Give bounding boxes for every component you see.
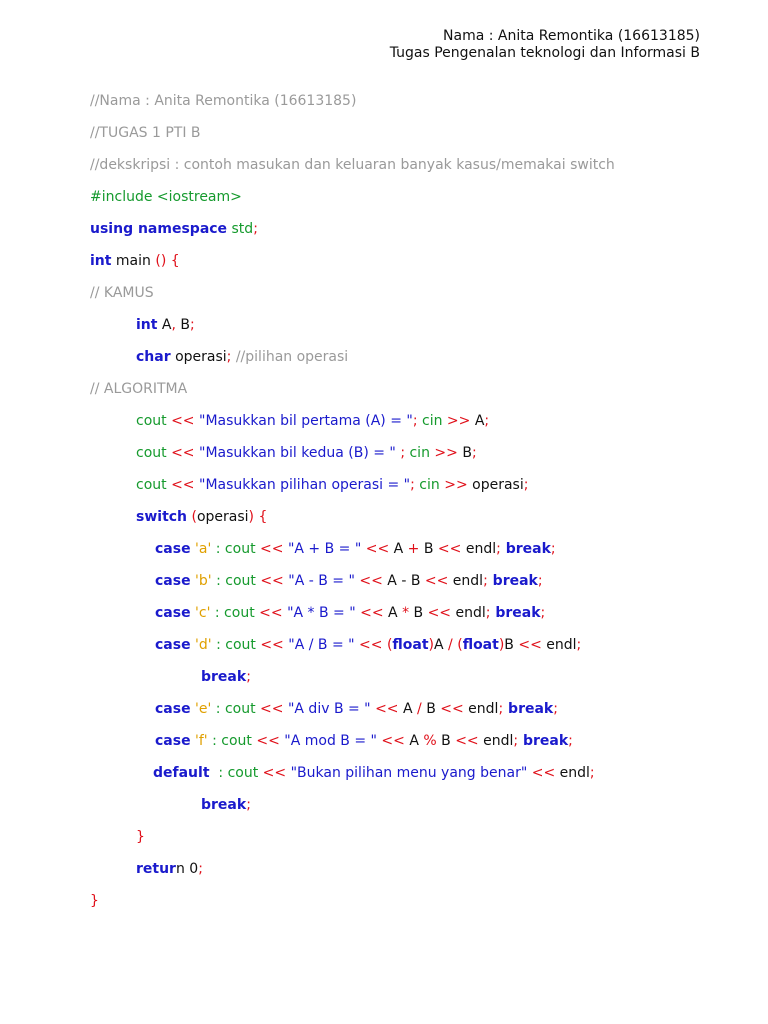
semicolon: ; (550, 541, 556, 557)
keyword: case (155, 605, 191, 621)
identifier: A (474, 413, 485, 429)
stream-op: << (354, 637, 387, 653)
code-line-22 (90, 762, 730, 794)
semicolon: ; (198, 861, 203, 877)
string-literal: "Masukkan pilihan operasi = " (199, 477, 411, 493)
comment: //TUGAS 1 PTI B (90, 125, 201, 141)
endl: endl (541, 637, 577, 653)
identifier: B (462, 445, 472, 461)
string-literal: "A mod B = " (284, 733, 377, 749)
return-value: n 0 (175, 861, 199, 877)
open-brace: { (166, 253, 180, 269)
cin: cin (414, 477, 440, 493)
endl: endl (448, 573, 484, 589)
close-brace: } (90, 893, 99, 909)
stream-op: << (255, 637, 289, 653)
semicolon: ; (568, 733, 573, 749)
char-literal: 'e' (190, 701, 212, 717)
preprocessor: #include <iostream> (90, 189, 242, 205)
stream-op: << (518, 637, 542, 653)
semicolon: ; (246, 797, 251, 813)
stream-op: << (361, 541, 394, 557)
stream-op: << (255, 701, 288, 717)
cout: : cout (209, 765, 259, 781)
code-line-18 (90, 634, 730, 666)
comment: // ALGORITMA (90, 381, 188, 397)
stream-op: << (376, 733, 410, 749)
string-literal: "A div B = " (287, 701, 371, 717)
code-line-19 (90, 666, 730, 698)
stream-op: << (455, 733, 479, 749)
char-literal: 'f' (190, 733, 208, 749)
semicolon: ; (540, 605, 546, 621)
identifier: A (403, 701, 418, 717)
code-line-16 (90, 570, 730, 602)
char-literal: 'a' (190, 541, 212, 557)
arith-op: - (401, 573, 407, 589)
code-line-1 (90, 90, 730, 122)
identifier: B (504, 637, 519, 653)
endl: endl (461, 541, 497, 557)
code-line-10 (90, 378, 730, 410)
keyword: break (490, 605, 541, 621)
code-line-24 (90, 826, 730, 858)
close-paren: ) (498, 637, 505, 653)
code-line-11 (90, 410, 730, 442)
cout: : cout (211, 637, 256, 653)
identifier: A (409, 733, 424, 749)
keyword: switch (136, 509, 188, 525)
namespace-name: std (231, 221, 254, 237)
stream-op: << (251, 733, 285, 749)
keyword: break (518, 733, 569, 749)
stream-op: << (166, 413, 199, 429)
code-line-6 (90, 250, 730, 282)
open-paren: ( (187, 509, 197, 525)
stream-op: >> (429, 445, 463, 461)
keyword: break (201, 669, 247, 685)
comma: , (171, 317, 176, 333)
keyword: break (487, 573, 538, 589)
string-literal: "Bukan pilihan menu yang benar" (290, 765, 528, 781)
code-line-13 (90, 474, 730, 506)
code-line-26 (90, 890, 730, 922)
stream-op: << (255, 541, 288, 557)
char-literal: 'c' (190, 605, 211, 621)
code-line-8 (90, 314, 730, 346)
close-brace: } (136, 829, 145, 845)
endl: endl (478, 733, 514, 749)
keyword: case (155, 573, 191, 589)
string-literal: "Masukkan bil pertama (A) = " (199, 413, 413, 429)
cout: : cout (207, 733, 252, 749)
string-literal: "Masukkan bil kedua (B) = " (199, 445, 401, 461)
code-line-25 (90, 858, 730, 890)
keyword: case (155, 541, 191, 557)
semicolon: ; (496, 541, 501, 557)
semicolon: ; (412, 413, 418, 429)
code-listing (90, 90, 730, 922)
header-author-line: Nama : Anita Remontika (16613185) (443, 28, 700, 44)
semicolon: ; (513, 733, 519, 749)
cout: : cout (211, 573, 256, 589)
string-literal: "A * B = " (287, 605, 356, 621)
type-keyword: int (136, 317, 158, 333)
stream-op: << (258, 765, 291, 781)
cout: : cout (211, 541, 256, 557)
stream-op: << (166, 445, 199, 461)
semicolon: ; (226, 349, 232, 365)
arith-op: / (448, 637, 453, 653)
semicolon: ; (485, 605, 491, 621)
stream-op: << (370, 701, 403, 717)
type-keyword: char (136, 349, 171, 365)
identifier: B (421, 701, 441, 717)
semicolon: ; (576, 637, 582, 653)
code-line-7 (90, 282, 730, 314)
arith-op: / (417, 701, 422, 717)
comment: //pilihan operasi (231, 349, 349, 365)
identifier: A (393, 541, 408, 557)
cout: cout (136, 413, 167, 429)
keyword: case (155, 701, 191, 717)
identifier: B (406, 573, 425, 589)
code-line-14 (90, 506, 730, 538)
keyword: case (155, 733, 191, 749)
endl: endl (559, 765, 590, 781)
code-line-23 (90, 794, 730, 826)
code-line-4 (90, 186, 730, 218)
open-brace: { (254, 509, 268, 525)
type-keyword: float (462, 637, 499, 653)
string-literal: "A + B = " (287, 541, 362, 557)
semicolon: ; (523, 477, 529, 493)
stream-op: << (166, 477, 199, 493)
semicolon: ; (400, 445, 406, 461)
cin: cin (417, 413, 443, 429)
open-paren: ( (386, 637, 393, 653)
header-course-line: Tugas Pengenalan teknologi dan Informasi B (389, 45, 700, 61)
stream-op: << (424, 573, 449, 589)
open-paren: ( (457, 637, 463, 653)
code-line-2 (90, 122, 730, 154)
stream-op: << (437, 541, 462, 557)
char-literal: 'b' (190, 573, 212, 589)
stream-op: << (255, 573, 289, 589)
keyword: default (153, 765, 210, 781)
keyword: case (155, 637, 191, 653)
stream-op: << (354, 573, 388, 589)
stream-op: >> (439, 477, 473, 493)
endl: endl (451, 605, 486, 621)
stream-op: << (527, 765, 560, 781)
identifier: B (419, 541, 438, 557)
arith-op: + (407, 541, 420, 557)
semicolon: ; (537, 573, 543, 589)
keyword: using namespace (90, 221, 228, 237)
stream-op: >> (442, 413, 475, 429)
document-header (390, 28, 700, 62)
cin: cin (405, 445, 430, 461)
semicolon: ; (246, 669, 251, 685)
stream-op: << (254, 605, 288, 621)
code-line-15 (90, 538, 730, 570)
parens: () (155, 253, 167, 269)
type-keyword: int (90, 253, 112, 269)
code-line-20 (90, 698, 730, 730)
keyword: break (500, 541, 551, 557)
semicolon: ; (589, 765, 595, 781)
semicolon: ; (253, 221, 258, 237)
semicolon: ; (410, 477, 415, 493)
stream-op: << (427, 605, 452, 621)
identifier: A (434, 637, 449, 653)
identifier: B (436, 733, 456, 749)
semicolon: ; (484, 413, 490, 429)
comment: //Nama : Anita Remontika (16613185) (90, 93, 357, 109)
cout: : cout (210, 605, 255, 621)
keyword: break (201, 797, 247, 813)
semicolon: ; (471, 445, 477, 461)
arith-op: * (402, 605, 410, 621)
identifier: B (409, 605, 428, 621)
identifier: operasi (196, 509, 249, 525)
cout: cout (136, 477, 167, 493)
semicolon: ; (553, 701, 558, 717)
identifier: operasi (472, 477, 524, 493)
comment: //dekskripsi : contoh masukan dan keluaran banyak kasus/memakai switch (90, 157, 615, 173)
identifier: operasi (170, 349, 227, 365)
endl: endl (463, 701, 499, 717)
identifier: B (175, 317, 191, 333)
string-literal: "A / B = " (288, 637, 355, 653)
comment: // KAMUS (90, 285, 154, 301)
function-name: main (111, 253, 156, 269)
identifier: A (157, 317, 172, 333)
semicolon: ; (190, 317, 195, 333)
keyword: retur (136, 861, 176, 877)
semicolon: ; (483, 573, 488, 589)
close-paren: ) (428, 637, 435, 653)
char-literal: 'd' (190, 637, 212, 653)
type-keyword: float (392, 637, 429, 653)
semicolon: ; (498, 701, 504, 717)
stream-op: << (355, 605, 389, 621)
arith-op: % (423, 733, 437, 749)
stream-op: << (440, 701, 464, 717)
code-line-21 (90, 730, 730, 762)
identifier: A (387, 573, 402, 589)
identifier: A (388, 605, 403, 621)
cout: cout (136, 445, 167, 461)
close-paren: ) (248, 509, 255, 525)
code-line-12 (90, 442, 730, 474)
code-line-9 (90, 346, 730, 378)
cout: : cout (211, 701, 256, 717)
string-literal: "A - B = " (288, 573, 355, 589)
keyword: break (503, 701, 554, 717)
code-line-3 (90, 154, 730, 186)
code-line-17 (90, 602, 730, 634)
code-line-5 (90, 218, 730, 250)
